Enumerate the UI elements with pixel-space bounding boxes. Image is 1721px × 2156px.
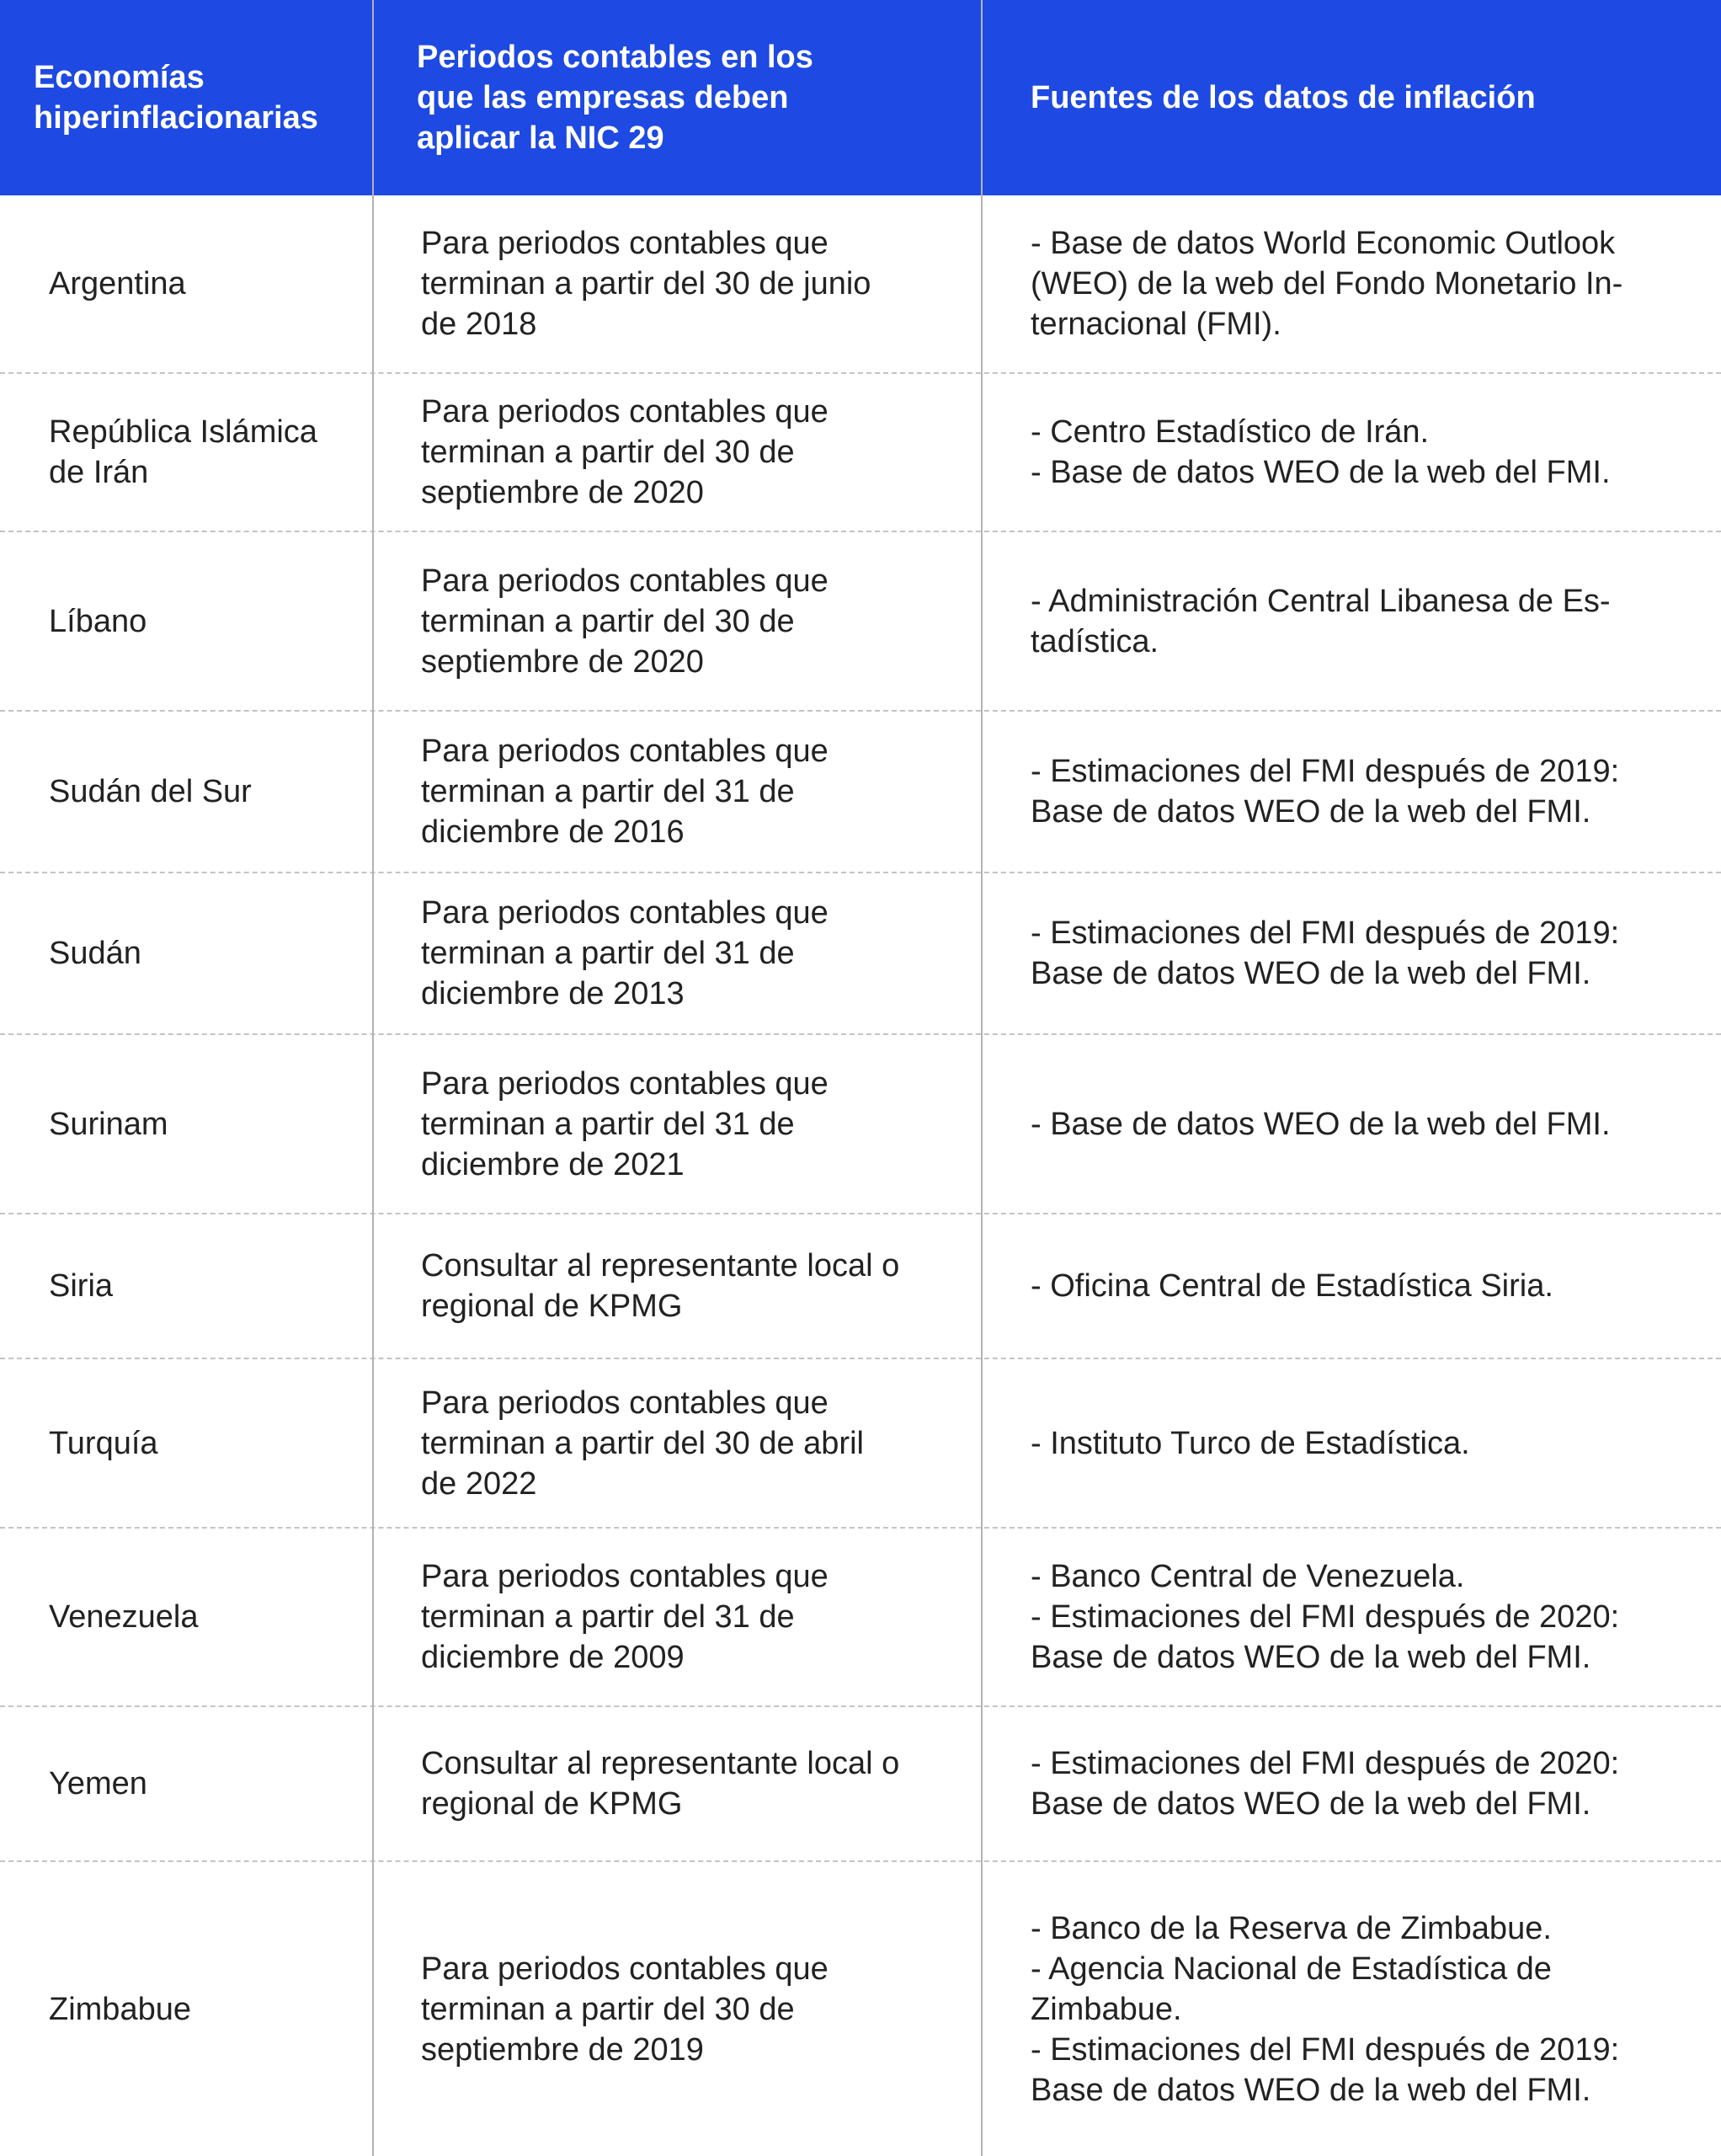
sources-cell-line: - Banco Central de Venezuela. xyxy=(1031,1559,1465,1594)
economy-cell xyxy=(49,712,360,872)
header-economies xyxy=(34,0,362,195)
period-cell-line: terminan a partir del 31 de xyxy=(421,936,795,971)
economy-cell-line: República Islámica xyxy=(49,414,317,450)
sources-cell-line: - Estimaciones del FMI después de 2019: xyxy=(1031,2031,1620,2068)
sources-cell-line: - Base de datos WEO de la web del FMI. xyxy=(1031,1106,1611,1142)
period-cell-line: terminan a partir del 30 de abril xyxy=(421,1425,864,1461)
economy-cell-line: Venezuela xyxy=(49,1599,199,1635)
sources-cell-line: Base de datos WEO de la web del FMI. xyxy=(1031,1640,1591,1675)
table-row xyxy=(0,374,1721,532)
period-cell-line: terminan a partir del 30 de xyxy=(421,603,795,639)
period-cell-line: Para periodos contables que xyxy=(421,394,829,430)
period-cell-line: Consultar al representante local o xyxy=(421,1248,900,1283)
sources-cell xyxy=(1031,1862,1687,2156)
header-sources-line: Fuentes de los datos de inflación xyxy=(1031,80,1536,115)
economy-cell xyxy=(49,195,360,372)
table-row xyxy=(0,1862,1721,2156)
economy-cell xyxy=(49,1214,360,1358)
period-cell-line: de 2022 xyxy=(421,1465,537,1502)
sources-cell-line: Base de datos WEO de la web del FMI. xyxy=(1031,1786,1591,1822)
column-divider xyxy=(981,0,983,2156)
economy-cell-line: Zimbabue xyxy=(49,1991,191,2027)
period-cell-line: Para periodos contables que xyxy=(421,226,829,261)
period-cell-line: septiembre de 2019 xyxy=(421,2031,704,2068)
header-periods xyxy=(417,0,956,195)
period-cell-line: terminan a partir del 30 de junio xyxy=(421,266,871,302)
economy-cell-line: Surinam xyxy=(49,1106,168,1142)
header-economies-line: hiperinflacionarias xyxy=(34,100,318,136)
header-periods-line: Periodos contables en los xyxy=(417,40,813,75)
sources-cell-line: - Instituto Turco de Estadística. xyxy=(1031,1425,1470,1461)
economy-cell xyxy=(49,1359,360,1527)
sources-cell-line: Base de datos WEO de la web del FMI. xyxy=(1031,2072,1591,2108)
period-cell-line: terminan a partir del 30 de xyxy=(421,435,795,470)
economy-cell-line: Sudán del Sur xyxy=(49,774,252,809)
period-cell-line: diciembre de 2009 xyxy=(421,1640,685,1675)
period-cell xyxy=(421,873,960,1033)
period-cell xyxy=(421,712,960,872)
sources-cell xyxy=(1031,374,1687,531)
economy-cell-line: Argentina xyxy=(49,266,186,302)
sources-cell xyxy=(1031,195,1687,372)
economy-cell-line: Líbano xyxy=(49,603,147,639)
table-row xyxy=(0,1707,1721,1862)
period-cell xyxy=(421,1214,960,1358)
sources-cell-line: - Estimaciones del FMI después de 2020: xyxy=(1031,1746,1620,1781)
sources-cell xyxy=(1031,532,1687,710)
table-row xyxy=(0,1214,1721,1359)
sources-cell-line: - Banco de la Reserva de Zimbabue. xyxy=(1031,1910,1552,1946)
period-cell-line: regional de KPMG xyxy=(421,1289,683,1324)
economy-cell xyxy=(49,1035,360,1213)
sources-cell-line: - Oficina Central de Estadística Siria. xyxy=(1031,1268,1553,1304)
period-cell-line: Para periodos contables que xyxy=(421,734,829,769)
period-cell xyxy=(421,1529,960,1705)
period-cell-line: Consultar al representante local o xyxy=(421,1746,900,1781)
sources-cell-line: ternacional (FMI). xyxy=(1031,307,1281,342)
sources-cell-line: - Centro Estadístico de Irán. xyxy=(1031,414,1430,450)
period-cell xyxy=(421,374,960,531)
header-periods-line: aplicar la NIC 29 xyxy=(417,120,664,156)
period-cell-line: de 2018 xyxy=(421,307,537,342)
header-sources xyxy=(1031,0,1687,195)
economy-cell-line: Siria xyxy=(49,1268,114,1304)
sources-cell xyxy=(1031,873,1687,1033)
column-divider xyxy=(372,0,374,2156)
period-cell xyxy=(421,1862,960,2156)
economy-cell xyxy=(49,1707,360,1860)
sources-cell xyxy=(1031,1035,1687,1213)
economy-cell xyxy=(49,1862,360,2156)
sources-cell xyxy=(1031,1359,1687,1527)
period-cell-line: diciembre de 2013 xyxy=(421,976,685,1011)
sources-cell-line: - Estimaciones del FMI después de 2019: xyxy=(1031,915,1620,951)
period-cell-line: Para periodos contables que xyxy=(421,895,829,931)
sources-cell-line: Zimbabue. xyxy=(1031,1991,1182,2027)
sources-cell xyxy=(1031,1214,1687,1358)
sources-cell-line: (WEO) de la web del Fondo Monetario In- xyxy=(1031,266,1623,302)
period-cell-line: septiembre de 2020 xyxy=(421,643,704,680)
economy-cell-line: de Irán xyxy=(49,455,149,490)
table-row xyxy=(0,1359,1721,1529)
table-row xyxy=(0,1035,1721,1214)
period-cell-line: Para periodos contables que xyxy=(421,1385,829,1421)
period-cell xyxy=(421,195,960,372)
sources-cell-line: - Base de datos World Economic Outlook xyxy=(1031,226,1616,261)
sources-cell-line: tadística. xyxy=(1031,623,1159,659)
economy-cell-line: Yemen xyxy=(49,1766,147,1801)
period-cell-line: regional de KPMG xyxy=(421,1786,683,1822)
period-cell xyxy=(421,1707,960,1860)
period-cell-line: Para periodos contables que xyxy=(421,563,829,599)
table-row xyxy=(0,195,1721,374)
period-cell-line: terminan a partir del 31 de xyxy=(421,774,795,809)
economy-cell xyxy=(49,1529,360,1705)
period-cell xyxy=(421,1359,960,1527)
sources-cell-line: - Agencia Nacional de Estadística de xyxy=(1031,1951,1552,1987)
period-cell-line: diciembre de 2021 xyxy=(421,1146,685,1182)
sources-cell xyxy=(1031,1529,1687,1705)
sources-cell-line: Base de datos WEO de la web del FMI. xyxy=(1031,794,1591,830)
sources-cell xyxy=(1031,712,1687,872)
period-cell-line: terminan a partir del 31 de xyxy=(421,1106,795,1142)
economy-cell xyxy=(49,374,360,531)
economy-cell xyxy=(49,532,360,710)
table-row xyxy=(0,873,1721,1035)
header-periods-line: que las empresas deben xyxy=(417,80,789,115)
table-row xyxy=(0,1529,1721,1707)
sources-cell xyxy=(1031,1707,1687,1860)
table-row xyxy=(0,712,1721,873)
table-row xyxy=(0,532,1721,712)
sources-cell-line: - Estimaciones del FMI después de 2019: xyxy=(1031,754,1620,789)
period-cell xyxy=(421,532,960,710)
period-cell-line: terminan a partir del 31 de xyxy=(421,1599,795,1635)
sources-cell-line: - Base de datos WEO de la web del FMI. xyxy=(1031,455,1611,490)
period-cell-line: diciembre de 2016 xyxy=(421,814,685,850)
period-cell-line: septiembre de 2020 xyxy=(421,475,704,510)
economy-cell xyxy=(49,873,360,1033)
period-cell-line: terminan a partir del 30 de xyxy=(421,1991,795,2027)
period-cell-line: Para periodos contables que xyxy=(421,1065,829,1102)
period-cell xyxy=(421,1035,960,1213)
period-cell-line: Para periodos contables que xyxy=(421,1559,829,1594)
sources-cell-line: - Estimaciones del FMI después de 2020: xyxy=(1031,1599,1620,1635)
sources-cell-line: Base de datos WEO de la web del FMI. xyxy=(1031,956,1591,991)
economy-cell-line: Turquía xyxy=(49,1425,158,1461)
economy-cell-line: Sudán xyxy=(49,936,141,971)
period-cell-line: Para periodos contables que xyxy=(421,1951,829,1987)
table-header xyxy=(0,0,1721,195)
header-economies-line: Economías xyxy=(34,60,205,95)
sources-cell-line: - Administración Central Libanesa de Es- xyxy=(1031,583,1611,619)
